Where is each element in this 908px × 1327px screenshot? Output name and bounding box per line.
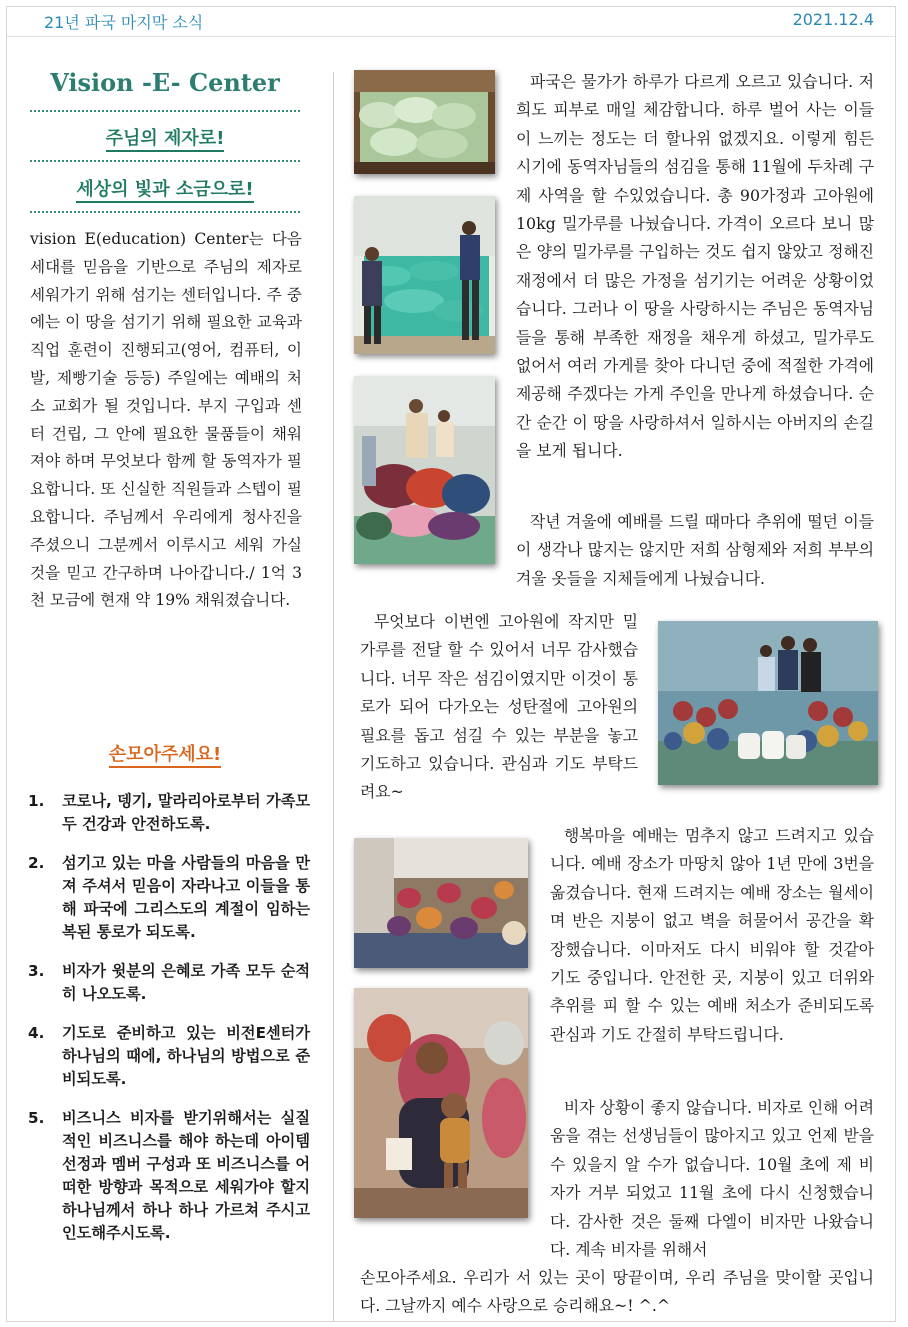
photo-orphanage-children (658, 621, 878, 785)
paragraph-visa: 비자 상황이 좋지 않습니다. 비자로 인해 어려움을 겪는 선생님들이 많아지고 있고 언제 받을 수 있을지 알 수가 없습니다. 10월 초에 제 비자가 거부 되었고 11월 초에 다시 신청했습니다. 감사한 것은 둘째 다엘이 비자만 나왔습니다. 계속 비자를 위해서 (550, 1098, 874, 1260)
prayer-item: 2. 섬기고 있는 마을 사람들의 마음을 만져 주셔서 믿음이 자라나고 이들을 통해 파국에 그리스도의 계절이 임하는 복된 통로가 되도록. (28, 854, 310, 941)
dotted-divider (30, 160, 300, 162)
prayer-requests-heading: 손모아주세요! (30, 740, 300, 766)
paragraph-closing: 손모아주세요. 우리가 서 있는 곳이 땅끝이며, 우리 주님을 맞이할 곳입니다. 그날까지 예수 사랑으로 승리해요~! ^.^ (360, 1268, 874, 1316)
center-intro-text: vision E(education) Center는 다음 세대를 믿음을 기반으로 주님의 제자로 세워가기 위해 섬기는 센터입니다. 주 중에는 이 땅을 섬기기 위해 필요한 교육과 직업 훈련이 진행되고(영어, 컴퓨터, 이발, 제빵기술 등등) 주일에는 예배의 처소 교회가 될 것입니다. 부지 구입과 센터 건립, 그 안에 필요한 물품들이 채워져야 하며 무엇보다 함께 할 동역자가 필요합니다. 또 신실한 직원들과 스텝이 필요합니다. 주님께서 우리에게 청사진을 주셨으니 그분께서 이루시고 세워 가실 것을 믿고 간구하며 나아갑니다./ 1억 3천 모금에 현재 약 19% 채워졌습니다. (30, 230, 302, 610)
paragraph-worship-place: 행복마을 예배는 멈추지 않고 드려지고 있습니다. 예배 장소가 마땅치 않아 1년 만에 3번을 옮겼습니다. 현재 드려지는 예배 장소는 월세이며 반은 지붕이 없고 벽을 허물어서 공간을 확장했습니다. 이마저도 다시 비워야 할 것같아 기도 중입니다. 안전한 곳, 지붕이 있고 더위와 추위를 피 할 수 있는 예배 처소가 준비되도록 관심과 기도 간절히 부탁드립니다. (550, 826, 874, 1044)
photo-flour-distribution (354, 196, 495, 354)
photo-mother-and-child (354, 988, 528, 1218)
prayer-list (28, 790, 310, 1261)
newsletter-date: 2021.12.4 (792, 10, 874, 29)
photo-flour-sacks-truck (354, 70, 495, 174)
photo-worship-gathering (354, 838, 528, 968)
header-divider (7, 36, 895, 37)
newsletter-title: 21년 파국 마지막 소식 (44, 13, 204, 32)
prayer-item: 5. 비즈니스 비자를 받기위해서는 실질적인 비즈니스를 해야 하는데 아이템 선정과 멤버 구성과 또 비즈니스를 어떠한 방향과 목적으로 세워가야 할지 하나님께서 하나 하나 가르쳐 주시고 인도해주시도록. (28, 1109, 310, 1242)
slogan-light-salt: 세상의 빛과 소금으로! (30, 175, 300, 201)
column-divider (333, 72, 334, 1322)
prayer-item: 4. 기도로 준비하고 있는 비전E센터가 하나님의 때에, 하나님의 방법으로 준비되도록. (28, 1024, 310, 1088)
prayer-item: 1. 코로나, 뎅기, 말라리아로부터 가족모두 건강과 안전하도록. (28, 792, 310, 833)
paragraph-winter-clothes: 작년 겨울에 예배를 드릴 때마다 추위에 떨던 이들이 생각나 많지는 않지만 저희 삼형제와 저희 부부의 겨울 옷들을 지체들에게 나눴습니다. (516, 512, 874, 588)
paragraph-orphanage: 무엇보다 이번엔 고아원에 작지만 밀가루를 전달 할 수 있어서 너무 감사했습니다. 너무 작은 섬김이였지만 이것이 통로가 되어 다가오는 성탄절에 고아원의 필요를 돕고 섬길 수 있는 부분을 놓고 기도하고 있습니다. 관심과 기도 부탁드려요~ (360, 612, 638, 802)
dotted-divider (30, 110, 300, 112)
prayer-item: 3. 비자가 윗분의 은혜로 가족 모두 순적히 나오도록. (28, 962, 310, 1003)
dotted-divider (30, 211, 300, 213)
slogan-disciples: 주님의 제자로! (30, 124, 300, 150)
paragraph-flour-relief: 파국은 물가가 하루가 다르게 오르고 있습니다. 저희도 피부로 매일 체감합니다. 하루 벌어 사는 이들이 느끼는 정도는 더 할나위 없겠지요. 이렇게 힘든 시기에 동역자님들의 섬김을 통해 11월에 두차례 구제 사역을 할 수있었습니다. 총 90가정과 고아원에 10kg 밀가루를 나눴습니다. 가격이 오르다 보니 많은 양의 밀가루를 구입하는 것도 쉽지 않았고 정해진 재정에서 더 많은 가정을 섬기기는 어려운 상황이었습니다. 그러나 이 땅을 사랑하시는 주님은 동역자님들을 통해 부족한 재정을 채우게 하셨고, 밀가루도 없어서 여러 가게를 찾아 다니던 중에 적절한 가격에 제공해 주겠다는 가게 주인을 만나게 하셨습니다. 순간 순간 이 땅을 사랑하셔서 일하시는 아버지의 손길을 보게 됩니다. (516, 72, 874, 461)
center-brand-title: Vision -E- Center (50, 68, 280, 97)
photo-winter-clothes (354, 376, 495, 564)
